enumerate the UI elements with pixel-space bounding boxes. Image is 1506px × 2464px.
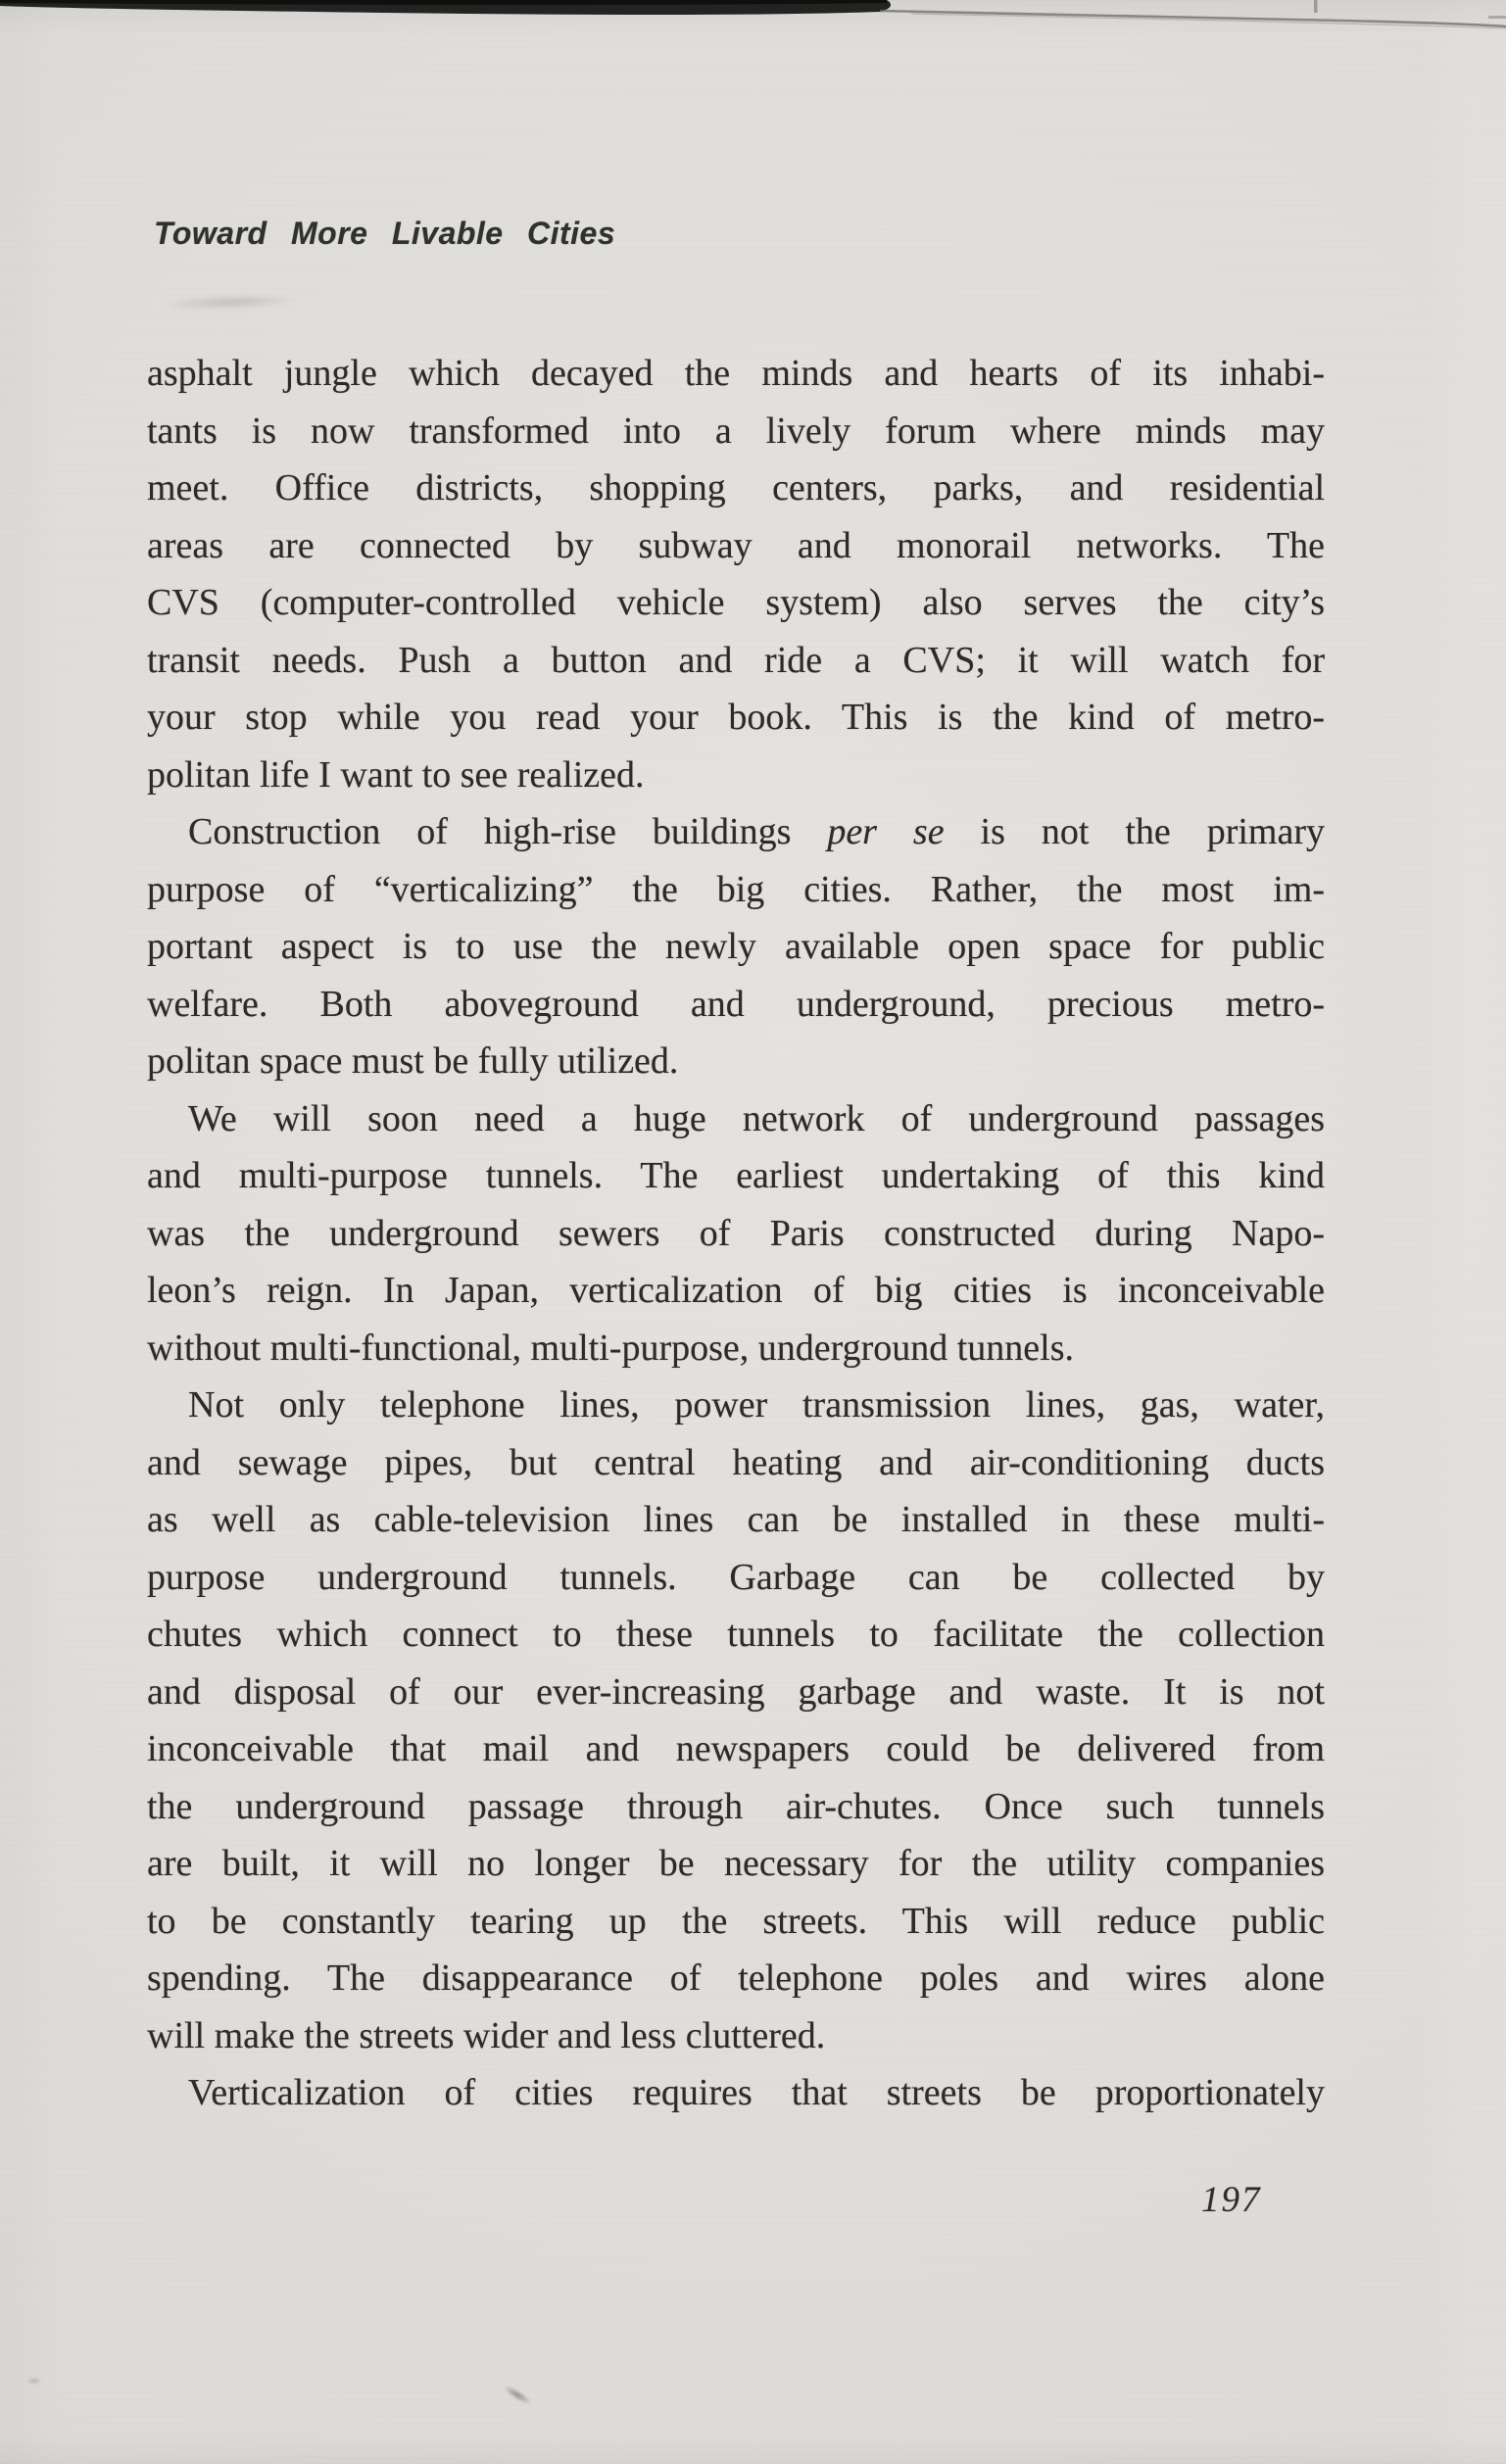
- scan-edge-artifact: [0, 0, 1506, 45]
- text-line: politan life I want to see realized.: [147, 753, 645, 796]
- text-line: as well as cable-television lines can be installed in these multi-: [147, 1499, 1325, 1540]
- text-line: politan space must be fully utilized.: [147, 1040, 679, 1082]
- text-line: welfare. Both aboveground and underground, precious metro-: [147, 983, 1325, 1025]
- text-line: chutes which connect to these tunnels to facilitate the collection: [147, 1614, 1325, 1655]
- text-line: without multi-functional, multi-purpose, underground tunnels.: [147, 1327, 1075, 1369]
- text-line: areas are connected by subway and monorail networks. The: [147, 524, 1325, 566]
- text-line: Construction of high-rise buildings per se is not the primary: [188, 811, 1325, 852]
- paragraph: [147, 345, 1325, 803]
- text-line: purpose of “verticalizing” the big cities. Rather, the most im-: [147, 868, 1325, 910]
- text-line: your stop while you read your book. This is the kind of metro-: [147, 697, 1325, 738]
- text-line: spending. The disappearance of telephone poles and wires alone: [147, 1957, 1325, 1999]
- text-line: was the underground sewers of Paris constructed during Napo-: [147, 1212, 1325, 1254]
- body-text: [147, 345, 1325, 2122]
- paragraph: [147, 1377, 1325, 2064]
- text-line: leon’s reign. In Japan, verticalization of big cities is inconceivable: [147, 1270, 1325, 1311]
- paper-smudge: [502, 2383, 533, 2407]
- paragraph: [147, 1090, 1325, 1377]
- running-header: Toward More Livable Cities: [154, 216, 616, 251]
- text-line: transit needs. Push a button and ride a CVS; it will watch for: [147, 639, 1325, 681]
- text-line: and sewage pipes, but central heating and air-conditioning ducts: [147, 1441, 1325, 1483]
- text-line: Verticalization of cities requires that streets be proportionately: [188, 2072, 1325, 2113]
- text-line: asphalt jungle which decayed the minds and hearts of its inhabi-: [147, 353, 1325, 394]
- text-line: purpose underground tunnels. Garbage can be collected by: [147, 1556, 1325, 1598]
- text-line: the underground passage through air-chutes. Once such tunnels: [147, 1785, 1325, 1827]
- paragraph: [147, 2064, 1325, 2122]
- text-line: We will soon need a huge network of underground passages: [188, 1097, 1325, 1139]
- text-line: tants is now transformed into a lively forum where minds may: [147, 410, 1325, 452]
- text-line: and disposal of our ever-increasing garbage and waste. It is not: [147, 1670, 1325, 1713]
- page-number: 197: [1201, 2180, 1262, 2220]
- text-line: Not only telephone lines, power transmission lines, gas, water,: [188, 1384, 1325, 1425]
- text-line: inconceivable that mail and newspapers could be delivered from: [147, 1728, 1325, 1769]
- text-line: and multi-purpose tunnels. The earliest undertaking of this kind: [147, 1155, 1325, 1196]
- text-line: to be constantly tearing up the streets. This will reduce public: [147, 1900, 1325, 1942]
- text-line: CVS (computer-controlled vehicle system) also serves the city’s: [147, 582, 1325, 623]
- text-line: will make the streets wider and less cluttered.: [147, 2014, 826, 2056]
- text-line: meet. Office districts, shopping centers, parks, and residential: [147, 467, 1325, 508]
- text-line: portant aspect is to use the newly available open space for public: [147, 926, 1325, 967]
- paragraph: [147, 803, 1325, 1090]
- text-line: are built, it will no longer be necessary for the utility companies: [147, 1843, 1325, 1884]
- paper-smudge: [162, 293, 299, 313]
- paper-smudge: [27, 2377, 41, 2385]
